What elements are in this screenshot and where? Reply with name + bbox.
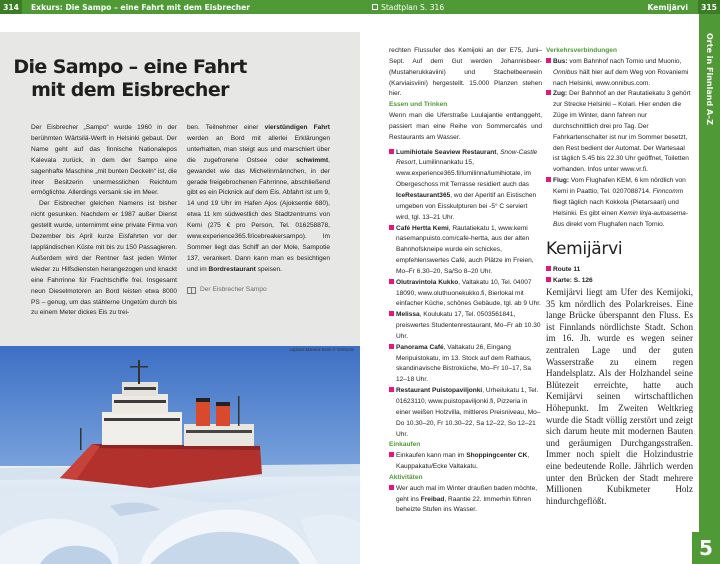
list-item: Lumihiotale Seaview Restaurant, Snow-Castle Resort, Lumilinnankatu 15, www.experience365.fi/lumilinna/lumihiotale, im Obergeschoss mit Terrasse residiert auch das IceRestaurant365, wo der Aperitif an Eistischen umgeben von Eisskulpturen bei -5° C serviert wird, tgl. 13–21 Uhr. — [389, 148, 542, 224]
bullet-square-icon — [389, 452, 394, 457]
list-item: Zug: Der Bahnhof an der Rautatiekatu 3 gehört zur Strecke Helsinki – Kolari. Hier enden die Züge im Winter, dann fahren nur durchschnittlich drei pro Tag. Der Fahrkartenschalter ist nur im Sommer besetzt, den Rest bedient der Automat. Der Wartesaal ist täglich 5.45 bis 22.30 Uhr geöffnet, Toiletten vorhanden. Infos unter www.vr.fi. — [546, 89, 693, 176]
kemijarvi-heading: Kemijärvi — [546, 239, 623, 260]
list-item: Melissa, Koulukatu 17, Tel. 0503561841, preiswertes Studentenrestaurant, Mo–Fr ab 10.30 Uhr. — [389, 310, 542, 343]
icebreaker-illustration — [0, 346, 360, 564]
article-title-line2: mit dem Eisbrecher — [31, 79, 229, 101]
right-page-header — [360, 0, 720, 14]
see-also-link[interactable] — [187, 285, 330, 296]
bullet-square-icon — [546, 58, 551, 63]
list-item: Café Hertta Kemi, Rautatiekatu 1, www.kemi nasemanpuisto.com/cafe-hertta, aus der alten Bahnhofskneipe wurde ein schickes, empfehlenswertes Café, auch Plätze im Freien, Mo–Fr 6.30–20, Sa/So 8–20 Uhr. — [389, 224, 542, 278]
bullet-square-icon — [546, 177, 551, 182]
article-column-1 — [31, 123, 177, 319]
list-item: Bus: vom Bahnhof nach Tornio und Muonio, Onnibus hält hier auf dem Weg von Rovaniemi nach Helsinki, www.onnibus.com. — [546, 57, 693, 90]
bullet-square-icon — [389, 387, 394, 392]
kemijarvi-description: Kemijärvi liegt am Ufer des Kemijoki, 35 km nördlich des Polarkreises. Eine lange Brücke überspannt den Fluss. Es ist Finnlands nördlichste Stadt. Schon im 16. Jh. wurde es wegen seiner zentralen Lage und der guten Wasserstraße zu einem regen Handelsplatz. Als der Holzhandel seine Blütezeit erreichte, hatte auch Kemijärvi seinen wirtschaftlichen Höhepunkt. Im Zweiten Weltkrieg wurde die Stadt völlig zerstört und zeigt sich darum heute mit modernen Bauten und geräumigen Durchgangsstraßen. Immer noch spielt die Holzindustrie eine bedeutende Rolle. Jährlich werden unter den Brücken der Stadt mehrere Millionen Kubikmeter Holz hindurchgeflößt. — [546, 287, 693, 506]
list-item: Restaurant Puistopaviljonki, Urheilukatu 1, Tel. 01623110, www.puistopaviljonki.fi, Pizzeria in einer weißen Holzvilla, mittleres Preisniveau, Mo–Do 10.30–20, Fr 10.30–22, Sa 12–22, So 12–21 Uhr. — [389, 386, 542, 440]
article-column-2 — [187, 123, 330, 296]
bullet-square-icon — [546, 277, 551, 282]
list-item: Olutravintola Kukko, Valtakatu 10, Tel. 04007 18090, www.oluthuonekukko.fi, Bierlokal mit einfacher Küche, schönes Gebäude, tgl. ab 9 Uhr. — [389, 278, 542, 311]
bullet-square-icon — [389, 311, 394, 316]
left-header-title: Exkurs: Die Sampo – eine Fahrt mit dem Eisbrecher — [31, 2, 251, 12]
bullet-square-icon — [389, 225, 394, 230]
right-header-place: Kemijärvi — [647, 2, 688, 12]
right-column-1 — [389, 46, 542, 516]
list-item: Wer auch mal im Winter draußen baden möchte, geht ins Freibad, Raantie 22. Immerhin führen beheizte Stufen ins Wasser. — [389, 484, 542, 517]
article-title-line1: Die Sampo – eine Fahrt — [13, 56, 247, 78]
list-item: Einkaufen kann man im Shoppingcenter CK, Kauppakatu/Ecke Valtakatu. — [389, 451, 542, 473]
left-page-header — [0, 0, 360, 14]
map-info[interactable]: Karte: S. 126 — [546, 276, 693, 287]
route-info: Route 11 — [546, 265, 693, 276]
section-heading-transport: Verkehrsverbindungen — [546, 47, 617, 54]
bullet-square-icon — [389, 149, 394, 154]
article-paragraph: ben. Teilnehmer einer vierstündigen Fahrt werden an Bord mit allerlei Erklärungen unterhalten, man steigt aus und marschiert über die zugefrorene Ostsee oder schwimmt, gewandet wie das Michelinmännchen, in der gerade freigebrochenen Fahrrinne, abschließend gibt es ein Picknick auf dem Eis. Abfahrt ist um 9, 14 und 19 Uhr im Hafen Ajos (Ajoksentie 680), etwa 11 km südwestlich des Stadtzentrums von Kemi (275 € pro Person, Tel. 016258878, www.experience365.fi/icebreakersampo). Im Sommer liegt das Schiff an der Mole, Sampotie 137, verankert. Dann kann man es besichtigen und im Bordrestaurant speisen. — [187, 124, 331, 273]
section-heading-eat: Essen und Trinken — [389, 101, 448, 109]
map-square-icon — [372, 4, 378, 10]
article-paragraph: Der Eisbrecher „Sampo“ wurde 1960 in der berühmten Wärtsilä-Werft in Helsinki gebaut. Der Name geht auf das finnische Nationalepos Kalevala zurück, in dem der Sampo eine sagenhafte Maschine „mit bunten Deckeln“ ist, die ihrer Besitzerin unermesslichen Reichtum ermöglichte. Allerdings versank sie im Meer. — [31, 124, 177, 197]
bullet-square-icon — [546, 266, 551, 271]
list-item: Panorama Café, Valtakatu 26, Eingang Meripuistokatu, im 13. Stock auf dem Rathaus, skandinavische Bistroküche, Mo–Fr 10–17, Sa 12–18 Uhr. — [389, 343, 542, 386]
article-paragraph: Der Eisbrecher gleichen Namens ist bisher nicht gesunken. Nachdem er 1987 außer Dienst gestellt wurde, unternimmt eine private Firma von Dezember bis April kurze Eisfahrten vor der lappländischen Küste mit bis zu 150 Passagieren. Außerdem wird der Rentner fast jeden Winter wieder zu Hilfsdiensten herangezogen und knackt eine Fahrrinne für Frachtschiffe frei. Insgesamt neun Dieselmotoren an Bord leisten etwa 8000 PS – genug, um das stählerne Ungetüm durch bis zu einem Meter dickes Eis zu trei- — [31, 200, 177, 317]
book-reference-icon — [187, 287, 196, 294]
chapter-number: 5 — [692, 532, 720, 564]
article-title — [0, 56, 260, 102]
section-heading-shop: Einkaufen — [389, 441, 421, 449]
section-heading-activities: Aktivitäten — [389, 473, 423, 481]
eat-intro: Wenn man die Uferstraße Luulajantie entlanggeht, passiert man eine Reihe von Sommercafés und Restaurants am Wasser. — [389, 112, 542, 141]
bullet-square-icon — [389, 485, 394, 490]
bullet-square-icon — [389, 344, 394, 349]
list-item: Flug: Vom Flughafen KEM, 6 km nördlich von Kemi in Paattio, Tel. 0207088714. Finncomm fliegt täglich nach Kokkola (Pietarsaari) und Helsinki. Es gibt einen Kemin linja-autoasema-Bus direkt vom Flughafen nach Tornio. — [546, 176, 693, 230]
bullet-square-icon — [389, 279, 394, 284]
city-map-ref-label: Stadtplan S. 316 — [381, 2, 445, 12]
left-page-number: 314 — [0, 0, 22, 14]
see-also-label: Der Eisbrecher Sampo — [200, 285, 267, 293]
right-page-number: 315 — [698, 0, 720, 14]
side-tab-label: Orte in Finnland A–Z — [705, 33, 714, 125]
city-map-ref[interactable] — [360, 3, 444, 12]
right-column-2 — [546, 46, 693, 507]
photo-credit: Lapland Material Bank © VisitKemi — [289, 347, 354, 352]
intro-paragraph: rechten Flussufer des Kemijoki an der E75, Juni–Sept. Auf dem Gut werden Johannisbeer- (Mustaherukkaviini) und Stachelbeerwein (Karviaisviini) hergestellt. 15.000 Planzen stehen hier. — [389, 47, 542, 98]
bullet-square-icon — [546, 90, 551, 95]
icebreaker-photo — [0, 346, 360, 564]
